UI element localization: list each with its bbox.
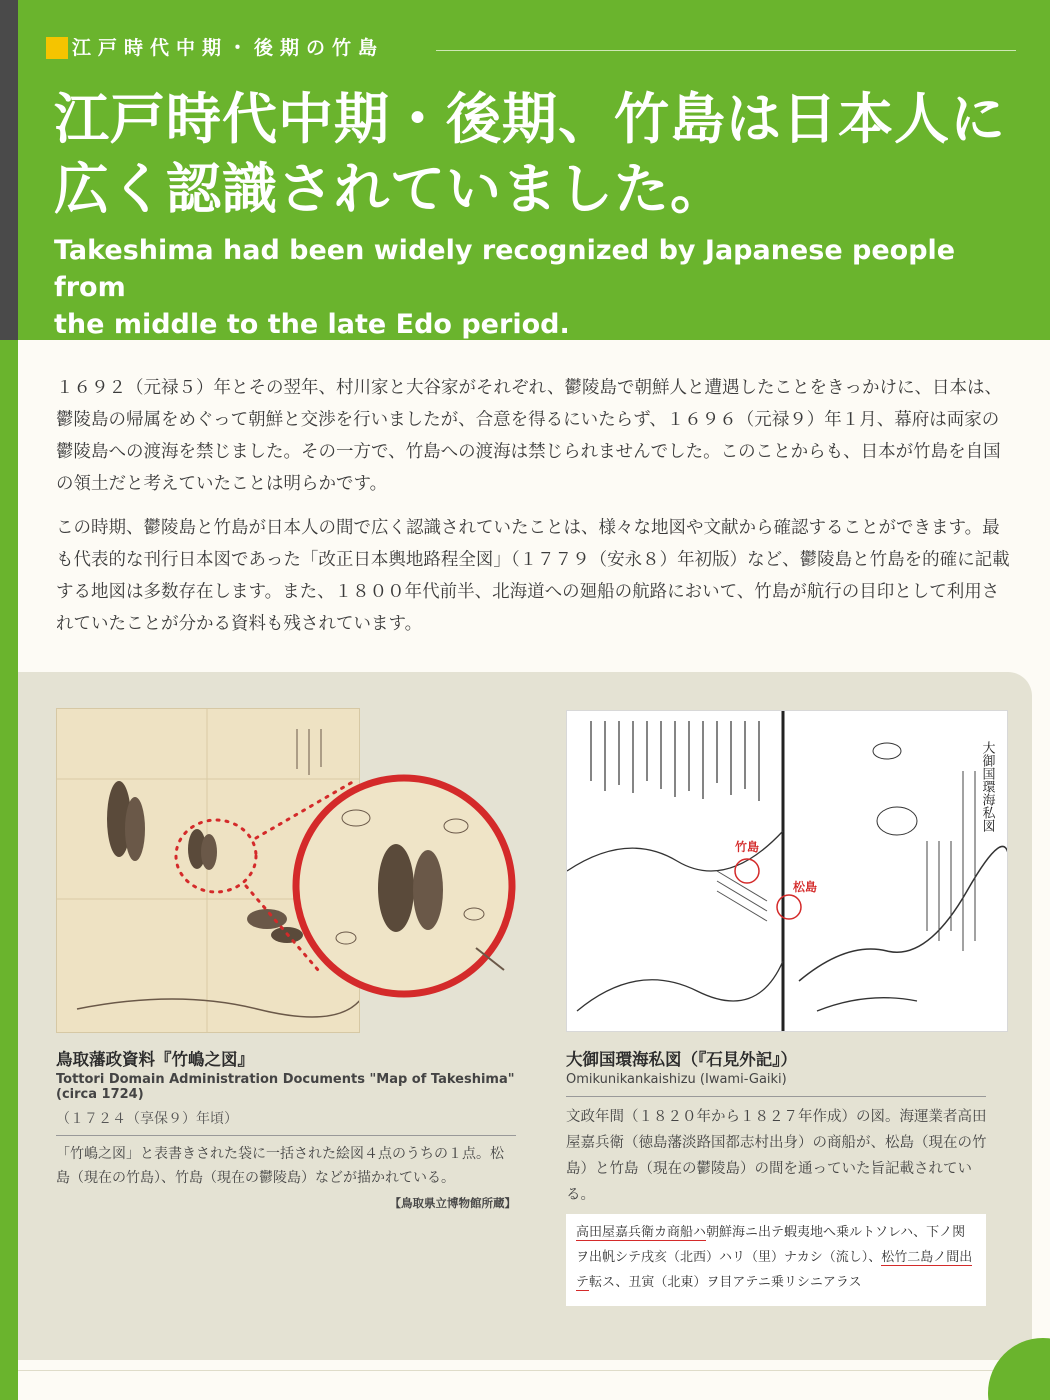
- figure2-description: 文政年間（１８２０年から１８２７年作成）の図。海運業者高田屋嘉兵衛（徳島藩淡路国都志村出身）の商船が、松島（現在の竹島）と竹島（現在の鬱陵島）の間を通っていた旨記載されている。: [566, 1109, 987, 1203]
- subtitle-line2: the middle to the late Edo period.: [54, 309, 570, 340]
- figure1-title-en: Tottori Domain Administration Documents "Map of Takeshima" (circa 1724): [56, 1072, 515, 1102]
- tag-divider: [436, 50, 1016, 51]
- bottom-band: [18, 1370, 1050, 1400]
- body-accent-bar: [0, 340, 18, 1400]
- page-title: [54, 84, 1034, 224]
- matsushima-label: 松島: [793, 880, 818, 894]
- quote-text-b: 朝鮮海ニ出テ蝦夷地へ乗ルトソレハ、下ノ関ヲ出帆シテ戌亥（北西）ハリ（里）ナカシ（流し）、: [576, 1225, 966, 1265]
- quote-underlined-a: 高田屋嘉兵衛カ商船ハ: [576, 1225, 707, 1240]
- figure1-description: 「竹嶋之図」と表書きされた袋に一括された絵図４点のうちの１点。松島（現在の竹島）、竹島（現在の鬱陵島）などが描かれている。: [56, 1146, 504, 1186]
- section-tag: [46, 36, 384, 60]
- takeshima-label: 竹島: [735, 840, 760, 854]
- quote-underlined-c: 松竹二島ノ間出テ: [576, 1250, 973, 1290]
- figure1-date: （１７２４（享保９）年頃）: [56, 1111, 238, 1127]
- quote-text-d: 転ス、丑寅（北東）ヲ目アテニ乗リシニアラス: [589, 1275, 862, 1290]
- figure2-title-en: Omikunikankaishizu (Iwami-Gaiki): [566, 1072, 787, 1087]
- page-subtitle-en: [54, 232, 1034, 343]
- zoom-callout: [56, 708, 526, 1033]
- figure2-title: 大御国環海私図（『石見外記』）: [566, 1050, 797, 1069]
- quote-box: [566, 1214, 986, 1306]
- map2-title: 大御国環海私図: [979, 741, 995, 832]
- page-title-line1: 江戸時代中期・後期、竹島は日本人に: [54, 87, 1007, 151]
- left-accent-bar: [0, 0, 18, 340]
- subtitle-line1: Takeshima had been widely recognized by Japanese people from: [54, 235, 956, 303]
- omikuni-map-image: [566, 710, 1008, 1032]
- figure1-source: 【鳥取県立博物館所蔵】: [389, 1196, 516, 1210]
- tag-square-icon: [46, 37, 68, 59]
- section-tag-label: 江戸時代中期・後期の竹島: [72, 37, 385, 59]
- figure1-title: 鳥取藩政資料『竹嶋之図』: [56, 1050, 254, 1069]
- figure1-divider: [56, 1135, 516, 1136]
- map2-drawing: [567, 711, 1008, 1032]
- page-title-line2: 広く認識されていました。: [54, 157, 727, 221]
- body-paragraph-1: １６９２（元禄５）年とその翌年、村川家と大谷家がそれぞれ、鬱陵島で朝鮮人と遭遇したことをきっかけに、日本は、鬱陵島の帰属をめぐって朝鮮と交渉を行いましたが、合意を得るにいたらず、１６９６（元禄９）年１月、幕府は両家の鬱陵島への渡海を禁じました。その一方で、竹島への渡海は禁じられませんでした。このことからも、日本が竹島を自国の領土だと考えていたことは明らかです。: [56, 378, 1003, 494]
- body-paragraph-2: この時期、鬱陵島と竹島が日本人の間で広く認識されていたことは、様々な地図や文献から確認することができます。最も代表的な刊行日本図であった「改正日本輿地路程全図」（１７７９（安永８）年初版）など、鬱陵島と竹島を的確に記載する地図は多数存在します。また、１８００年代前半、北海道への廻船の航路において、竹島が航行の目印として利用されていたことが分かる資料も残されています。: [56, 518, 1010, 634]
- figure2-divider: [566, 1096, 986, 1097]
